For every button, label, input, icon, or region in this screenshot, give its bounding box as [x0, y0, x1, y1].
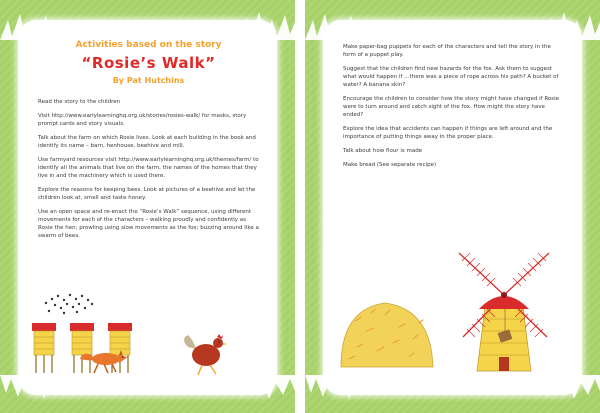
left-sheet: [22, 24, 273, 391]
beehive-icon: [108, 323, 132, 373]
right-sheet: [327, 24, 578, 391]
paragraph-accidents: Explore the idea that accidents can happen if things are left around and the importance of putting things away in the proper place.: [343, 125, 553, 140]
right-page: [305, 0, 600, 413]
paragraph-story-change: Encourage the children to consider how the story might have changed if Rosie were to turn around and catch sight of the fox. How might the story have ended?: [343, 95, 560, 118]
paragraph-hazards: Suggest that the children find new hazards for the fox. Ask them to suggest what would happen if …there was a piece of rope across his path? A bucket of water? A banana skin?: [343, 66, 559, 88]
paragraph-bread: Make bread (See separate recipe): [343, 162, 437, 169]
beehive-icon: [32, 323, 56, 373]
paragraph-puppets: Make paper-bag puppets for each of the characters and tell the story in the form of a puppet play.: [343, 44, 551, 58]
left-page: [0, 0, 295, 413]
beehive-icon: [70, 323, 94, 373]
right-content: [343, 44, 564, 177]
activities-heading: Activities based on the story: [75, 40, 222, 50]
left-content: [38, 40, 259, 247]
story-title: “Rosie’s Walk”: [81, 54, 216, 72]
paragraph-talk-farm: Talk about the farm on which Rosie lives. Look at each building in the book and identify its name – barn, henhouse, beehive and mill.: [38, 135, 256, 150]
header-block: [38, 40, 259, 85]
paragraph-re-enact: Use an open space and re-enact the “Rosie’s Walk” sequence, using different movements for each of the characters – walking proudly and confidently as Rosie the hen; prowling using slow movements as the fox; buzzing around like a swarm of bees.: [38, 209, 259, 239]
left-illustration: [22, 281, 273, 391]
hen-icon: [184, 334, 227, 375]
paragraph-flour: Talk about how flour is made: [343, 147, 423, 154]
left-paragraphs: [38, 99, 259, 241]
paragraph-read-story: Read the story to the children: [38, 99, 121, 105]
windmill-icon: [459, 253, 549, 371]
paragraph-visit-link: Visit http://www.earlylearninghq.org.uk/stories/rosies-walk/ for masks, story prompt cards and story visuals.: [38, 113, 247, 128]
author-line: By Pat Hutchins: [112, 76, 185, 85]
paragraph-explore-bees: Explore the reasons for keeping bees. Look at pictures of a beehive and let the children look at, smell and taste honey.: [38, 187, 256, 202]
haystack-icon: [341, 303, 433, 367]
bee-swarm-icon: [45, 294, 93, 314]
paragraph-farmyard-resources: Use farmyard resources visit http://www.earlylearninghq.org.uk/themes/farm/ to identify all the animals that live on the farm, the names of the homes that they live in and the machinery which is used there.: [38, 157, 259, 180]
right-illustration: [327, 191, 578, 391]
